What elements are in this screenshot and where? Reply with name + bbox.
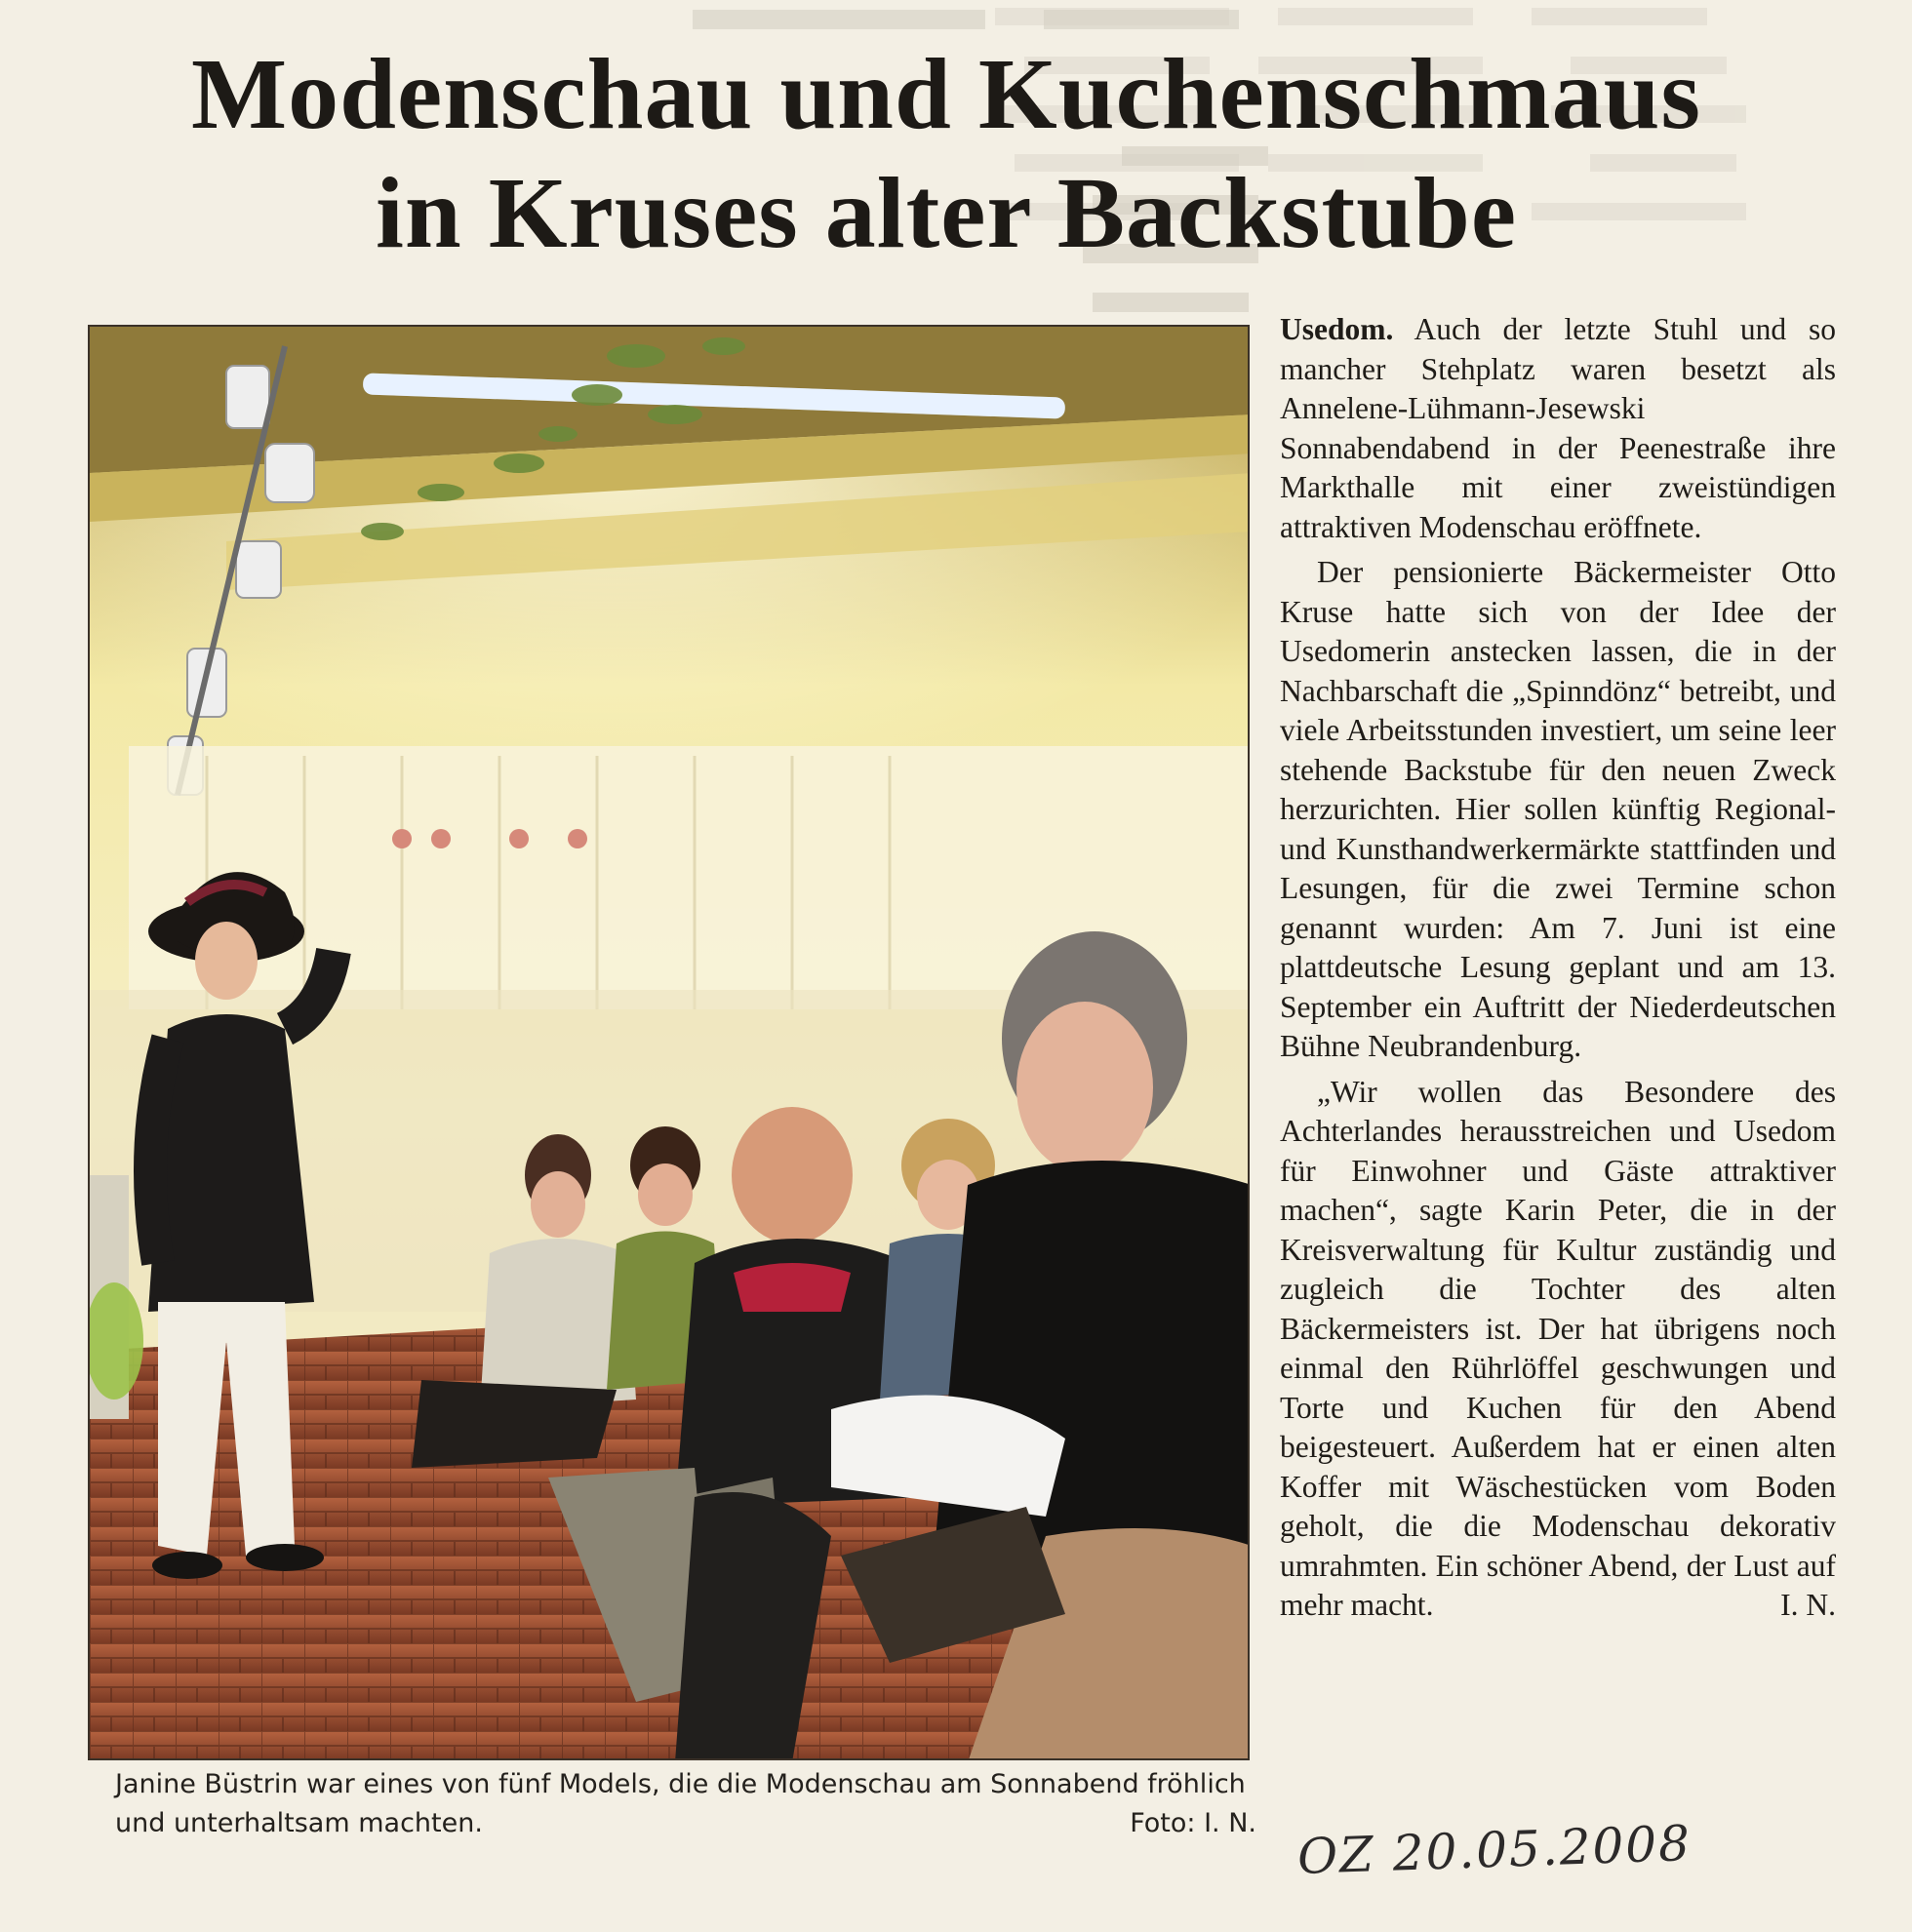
article-body: [1280, 310, 1836, 1632]
paragraph-1-text: Auch der letzte Stuhl und so mancher Stehplatz waren besetzt als Annelene-Lühmann-Jesewski Sonnabendabend in der Peenestraße ihre Markthalle mit einer zweistündigen attraktiven Modenschau eröffnete.: [1280, 312, 1837, 544]
photo-caption: [115, 1765, 1256, 1843]
fashion-show-photo: [90, 327, 1250, 1760]
headline: [117, 35, 1775, 273]
article-paragraph-1: [1280, 310, 1836, 547]
headline-line-1: Modenschau und Kuchenschmaus: [191, 38, 1701, 150]
caption-text: Janine Büstrin war eines von fünf Models, die die Modenschau am Sonnabend fröhlich und unterhaltsam machten.: [115, 1769, 1246, 1838]
article-paragraph-2: [1280, 553, 1836, 1067]
headline-line-2: in Kruses alter Backstube: [375, 157, 1517, 269]
handwritten-date-note: OZ 20.05.2008: [1296, 1814, 1693, 1886]
article-paragraph-3: [1280, 1073, 1836, 1626]
dateline: Usedom.: [1280, 312, 1394, 346]
paragraph-2-text: Der pensionierte Bäckermeister Otto Kruse hatte sich von der Idee der Usedomerin anstecken lassen, die in der Nachbarschaft die „Spinndönz“ betreibt, und viele Arbeitsstunden investiert, um seine leer stehende Backstube für den neuen Zweck herzurichten. Hier sollen künftig Regional- und Kunsthandwerkermärkte stattfinden und Lesungen, für die zwei Termine schon genannt wurden: Am 7. Juni ist eine plattdeutsche Lesung geplant und am 13. September ein Auftritt der Niederdeutschen Bühne Neubrandenburg.: [1280, 555, 1836, 1063]
author-signature: I. N.: [1780, 1588, 1836, 1622]
photo-credit: Foto: I. N.: [1130, 1808, 1256, 1838]
article-photo: [88, 325, 1250, 1760]
paragraph-3-text: „Wir wollen das Besondere des Achterlandes herausstreichen und Usedom für Einwohner und Gäste attraktiver machen“, sagte Karin Peter, die in der Kreisverwaltung für Kultur zuständig und zugleich die Tochter des alten Bäckermeisters ist. Der hat übrigens noch einmal den Rührlöffel geschwungen und Torte und Kuchen für den Abend beigesteuert. Außerdem hat er einen alten Koffer mit Wäschestücken vom Boden geholt, die die Modenschau dekorativ umrahmten. Ein schöner Abend, der Lust auf mehr macht.: [1280, 1074, 1836, 1622]
